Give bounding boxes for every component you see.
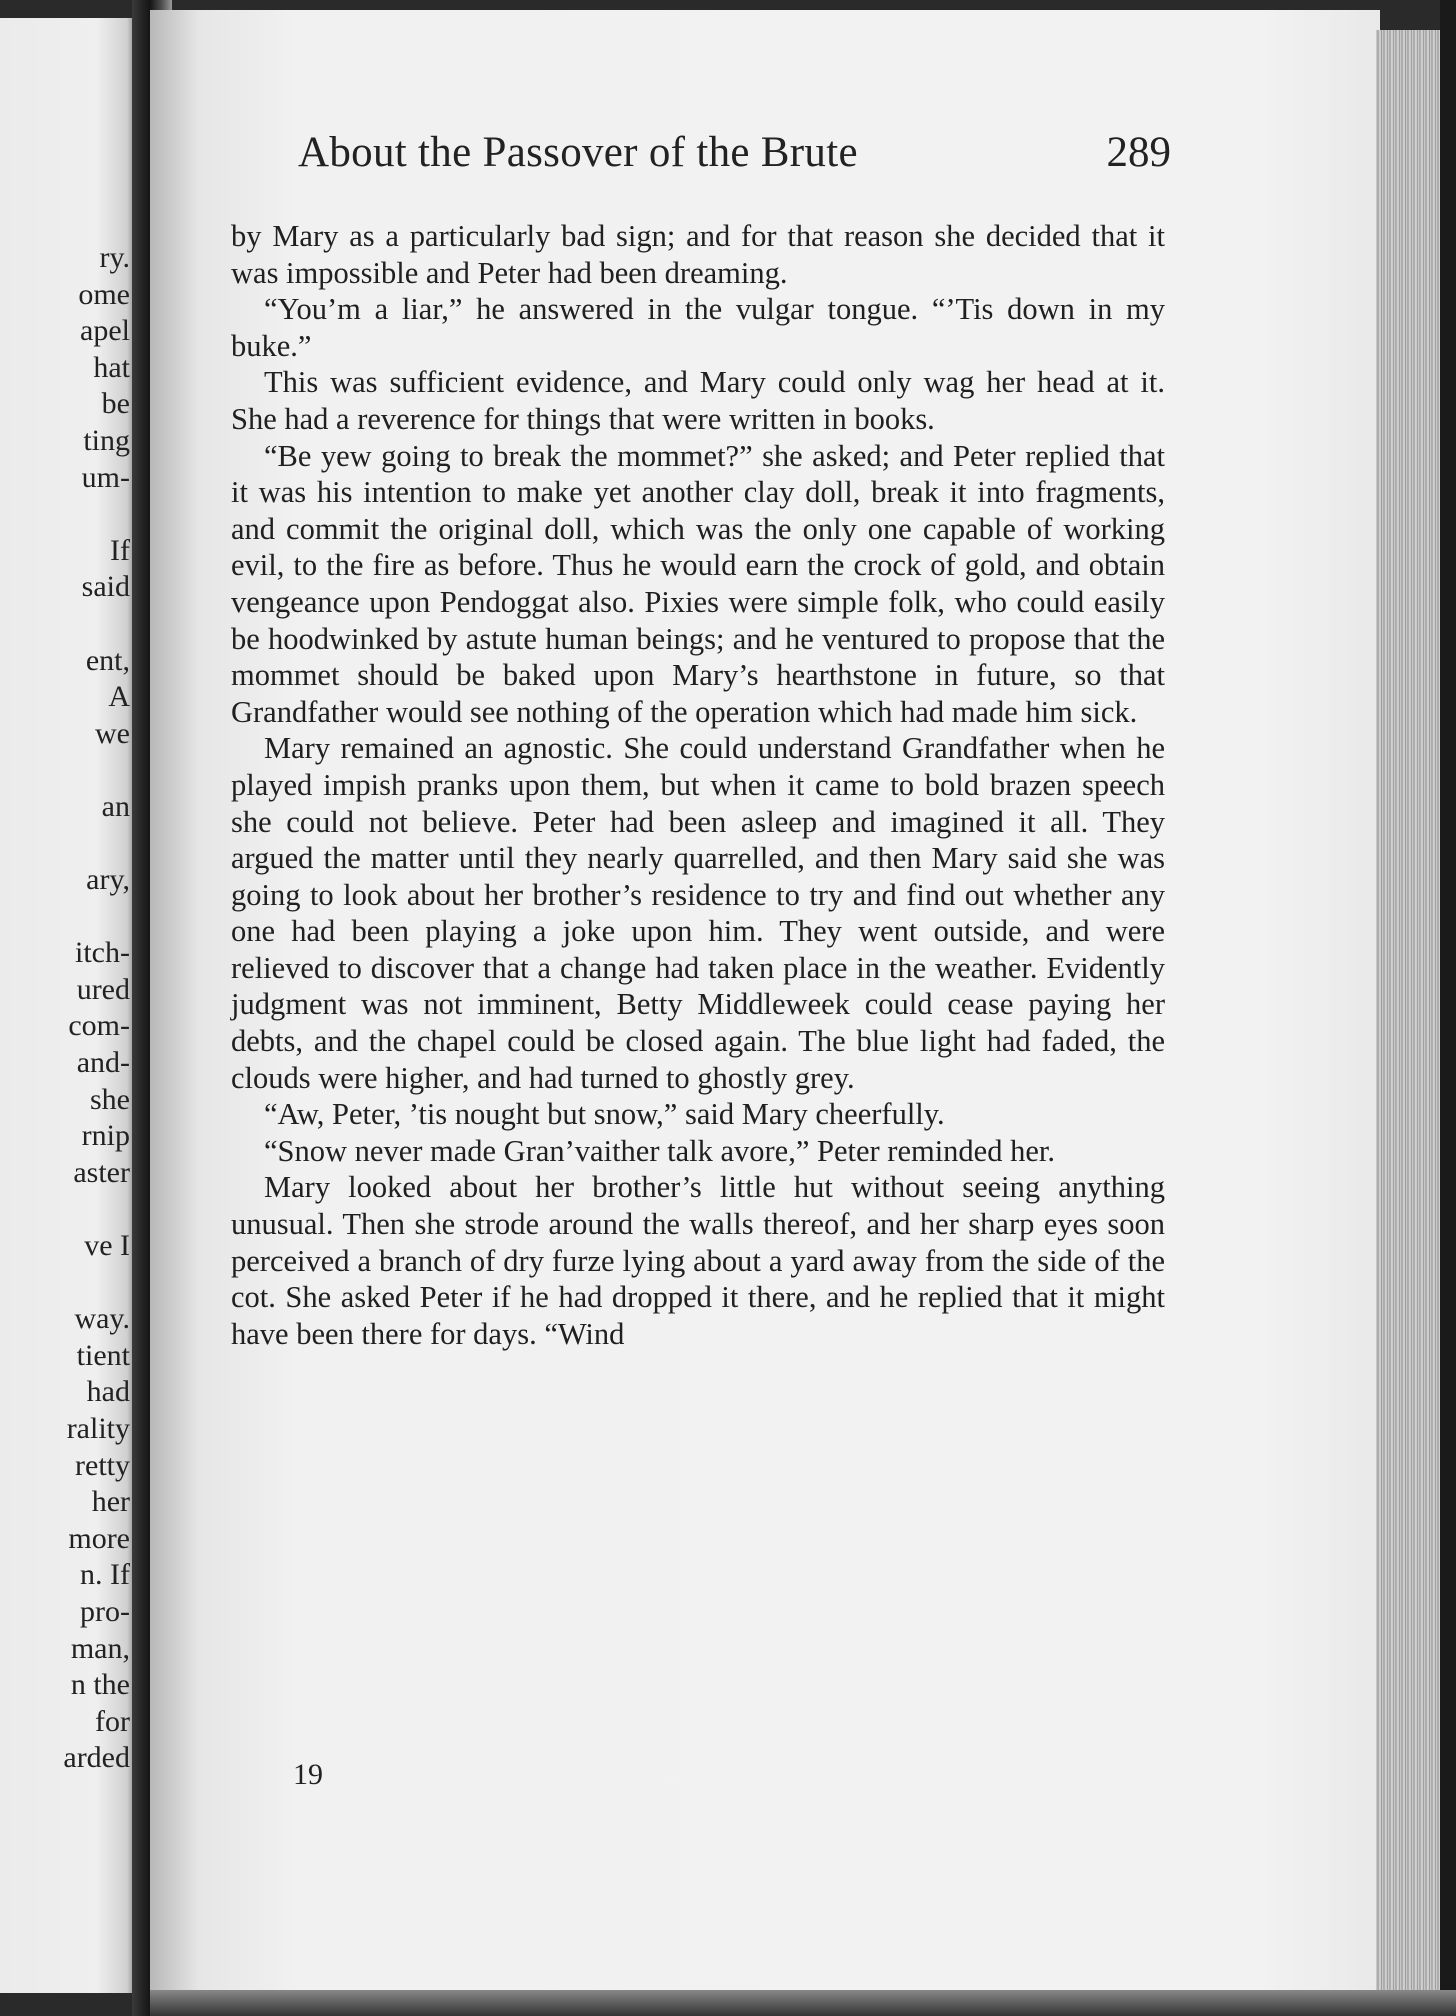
line-fragment [63,752,130,789]
line-fragment: ry. [99,241,130,274]
fore-edge-shadow [1440,0,1456,2016]
signature-mark: 19 [293,1758,323,1791]
line-fragment: more [68,1521,130,1555]
running-title: About the Passover of the Brute [298,129,858,176]
page-number: 289 [1106,129,1171,176]
line-fragment: ured [76,972,130,1006]
line-fragment [63,496,130,533]
paragraph: “Snow never made Gran’vaither talk avore,” Peter reminded her. [264,1133,1055,1168]
line-fragment: aster [73,1155,130,1189]
line-fragment: n the [70,1668,130,1702]
paragraph: “Aw, Peter, ’tis nought but snow,” said Mary cheerfully. [264,1097,945,1132]
line-fragment [63,1265,130,1302]
line-fragment: itch- [75,936,130,970]
paragraph: “Be yew going to break the mommet?” she asked; and Peter replied that it was his intention to make yet another clay doll, break it into fragments, and commit the original doll, which was the only one capable of working evil, to the fire as before. Thus he would earn the crock of gold, and obtain vengeance upon Pendoggat also. Pixies were simple folk, who could easily be hoodwinked by astute human beings; and he ventured to propose that the mommet should be baked upon Mary’s hearthstone in future, so that Grandfather would see nothing of the operation which had made him sick. [231,438,1165,729]
line-fragment: If [110,533,130,567]
line-fragment: ting [83,423,130,457]
running-head [298,128,1173,188]
line-fragment: retty [75,1448,130,1482]
line-fragment: be [101,387,130,421]
line-fragment: rnip [81,1119,130,1153]
line-fragment: man, [70,1631,130,1665]
line-fragment: A [108,680,130,714]
previous-page-line-fragments [63,240,130,1777]
paragraph: Mary looked about her brother’s little hut without seeing anything unusual. Then she strode around the walls thereof, and her sharp eyes soon perceived a branch of dry furze lying about a yard away from the side of the cot. She asked Peter if he had dropped it there, and he replied that it might have been there for days. “Wind [231,1170,1165,1351]
paragraph: by Mary as a particularly bad sign; and for that reason she decided that it was impossible and Peter had been dreaming. [231,219,1165,290]
line-fragment [63,1191,130,1228]
line-fragment: ary, [86,863,130,897]
paragraph: “You’m a liar,” he answered in the vulgar tongue. “’Tis down in my buke.” [231,292,1165,363]
line-fragment: pro- [80,1594,130,1628]
line-fragment: com- [68,1009,130,1043]
line-fragment [63,899,130,936]
line-fragment: and- [76,1046,130,1080]
line-fragment [63,826,130,863]
bottom-edge-shadow [150,1990,1456,2016]
body-text [231,218,1165,1352]
line-fragment: we [95,716,130,750]
line-fragment: arded [63,1741,130,1775]
line-fragment: ome [78,277,130,311]
line-fragment: ent, [85,643,130,677]
line-fragment: she [90,1082,130,1116]
line-fragment: for [95,1704,130,1738]
line-fragment: n. If [80,1558,130,1592]
line-fragment: ve I [84,1229,130,1263]
line-fragment: way. [74,1302,130,1336]
line-fragment: hat [93,350,130,384]
line-fragment [63,606,130,643]
line-fragment: um- [81,460,130,494]
line-fragment: tient [76,1338,130,1372]
previous-page-edge [0,18,138,1993]
line-fragment: her [91,1485,130,1519]
line-fragment: said [81,570,130,604]
paragraph: Mary remained an agnostic. She could understand Grandfather when he played impish pranks upon them, but when it came to bold brazen speech she could not believe. Peter had been asleep and imagined it all. They argued the matter until they nearly quarrelled, and then Mary said she was going to look about her brother’s residence to try and find out whether any one had been playing a joke upon him. They went outside, and were relieved to discover that a change had taken place in the weather. Evidently judgment was not imminent, Betty Middleweek could cease paying her debts, and the chapel could be closed again. The blue light had faded, the clouds were higher, and had turned to ghostly grey. [231,731,1165,1095]
line-fragment: had [86,1375,130,1409]
line-fragment: rality [66,1412,130,1445]
line-fragment: apel [80,314,130,348]
paragraph: This was sufficient evidence, and Mary could only wag her head at it. She had a reverence for things that were written in books. [231,365,1165,436]
line-fragment: an [101,789,130,823]
